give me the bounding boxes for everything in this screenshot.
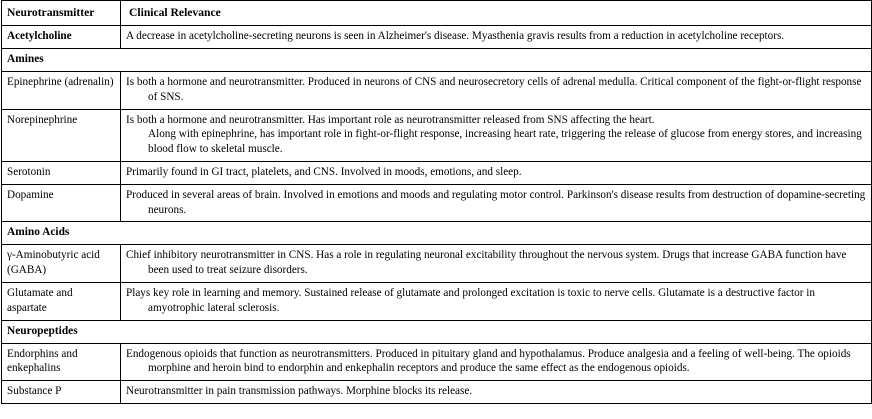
table-row — [2, 109, 872, 161]
clinical-relevance-cell — [121, 162, 872, 185]
table-body — [2, 1, 872, 404]
clinical-relevance-cell — [121, 72, 872, 110]
section-label: Amino Acids — [2, 222, 872, 245]
column-header-clinical-relevance: Clinical Relevance — [121, 1, 872, 26]
clinical-relevance-line: Is both a hormone and neurotransmitter. Has important role as neurotransmitter released from SNS affecting the heart. — [126, 113, 655, 126]
table-row — [2, 343, 872, 381]
clinical-relevance-line: Endogenous opioids that function as neurotransmitters. Produced in pituitary gland and hypothalamus. Produce analgesia and a feeling of well-being. The opioids morphine and heroin bind to endorphin and enkephalin receptors and produce the same effect as the endogenous opioids. — [126, 347, 851, 375]
neurotransmitter-table — [1, 0, 872, 404]
clinical-relevance-line: Is both a hormone and neurotransmitter. Produced in neurons of CNS and neurosecretory cells of adrenal medulla. Critical component of the fight-or-flight response of SNS. — [126, 76, 862, 103]
clinical-relevance-line: Chief inhibitory neurotransmitter in CNS. Has a role in regulating neuronal excitability throughout the nervous system. Drugs that increase GABA function have been used to treat seizure disorders. — [126, 249, 847, 277]
table-section-row — [2, 222, 872, 245]
table-row — [2, 184, 872, 222]
clinical-relevance-cell — [121, 184, 872, 222]
clinical-relevance-line: Neurotransmitter in pain transmission pathways. Morphine blocks its release. — [126, 385, 473, 398]
table-row — [2, 381, 872, 404]
clinical-relevance-line: Plays key role in learning and memory. Sustained release of glutamate and prolonged excitation is toxic to nerve cells. Glutamate is a destructive factor in amyotrophic lateral sclerosis. — [126, 286, 815, 314]
neurotransmitter-name: Norepinephrine — [2, 109, 121, 161]
table-row — [2, 72, 872, 110]
table-row — [2, 26, 872, 49]
clinical-relevance-cell — [121, 26, 872, 49]
clinical-relevance-cell — [121, 245, 872, 283]
clinical-relevance-cell — [121, 109, 872, 161]
clinical-relevance-cell — [121, 343, 872, 381]
clinical-relevance-line: Produced in several areas of brain. Involved in emotions and moods and regulating motor control. Parkinson's disease results from destruction of dopamine-secreting neurons. — [126, 188, 866, 216]
table-header-row — [2, 1, 872, 26]
section-label: Neuropeptides — [2, 320, 872, 343]
clinical-relevance-line: Primarily found in GI tract, platelets, and CNS. Involved in moods, emotions, and sleep. — [126, 166, 522, 179]
table-row — [2, 282, 872, 320]
clinical-relevance-line: A decrease in acetylcholine-secreting neurons is seen in Alzheimer's disease. Myasthenia gravis results from a reduction in acetylcholine receptors. — [126, 30, 785, 43]
neurotransmitter-name: Endorphins and enkephalins — [2, 343, 121, 381]
column-header-neurotransmitter: Neurotransmitter — [2, 1, 121, 26]
section-label: Amines — [2, 49, 872, 72]
neurotransmitter-name: γ-Aminobutyric acid (GABA) — [2, 245, 121, 283]
clinical-relevance-cell — [121, 282, 872, 320]
table-row — [2, 245, 872, 283]
neurotransmitter-name: Substance P — [2, 381, 121, 404]
clinical-relevance-line: Along with epinephrine, has important role in fight-or-flight response, increasing heart rate, triggering the release of glucose from energy stores, and increasing blood flow to skeletal muscle. — [148, 128, 862, 156]
clinical-relevance-cell — [121, 381, 872, 404]
neurotransmitter-name: Dopamine — [2, 184, 121, 222]
table-section-row — [2, 49, 872, 72]
neurotransmitter-name: Serotonin — [2, 162, 121, 185]
neurotransmitter-name: Acetylcholine — [2, 26, 121, 49]
table-row — [2, 162, 872, 185]
neurotransmitter-name: Epinephrine (adrenalin) — [2, 72, 121, 110]
table-section-row — [2, 320, 872, 343]
neurotransmitter-name: Glutamate and aspartate — [2, 282, 121, 320]
